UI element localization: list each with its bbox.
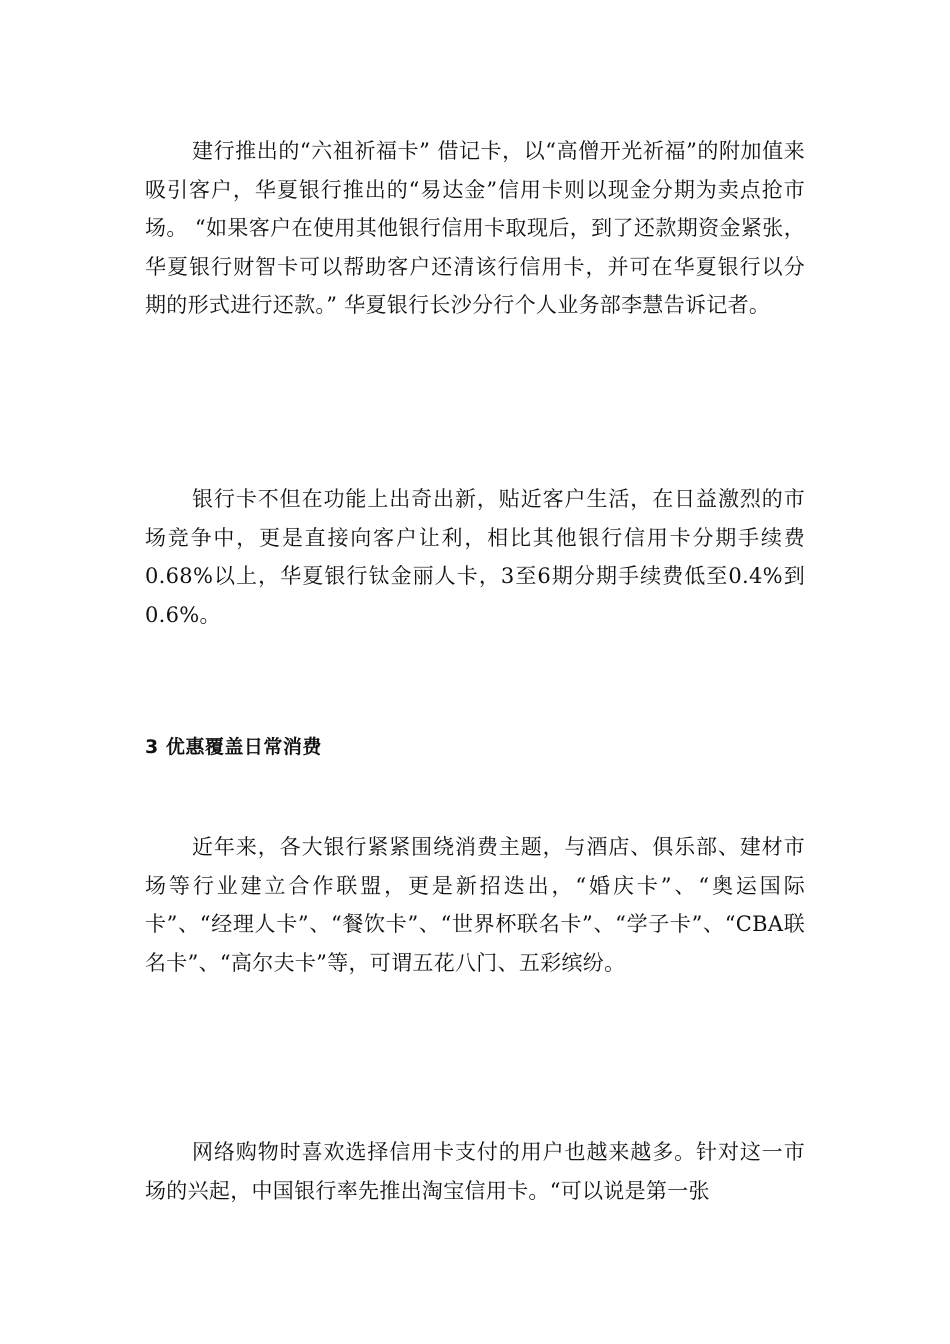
paragraph-text: 近年来，各大银行紧紧围绕消费主题，与酒店、俱乐部、建材市场等行业建立合作联盟，更是新招迭出，“婚庆卡”、“奥运国际卡”、“经理人卡”、“餐饮卡”、“世界杯联名卡”、“学子卡”、“CBA联名卡”、“高尔夫卡”等，可谓五花八门、五彩缤纷。 — [145, 835, 805, 975]
paragraph-bank-cards-promotion — [145, 132, 805, 325]
section-heading-text: 3 优惠覆盖日常消费 — [145, 736, 322, 758]
paragraph-text: 网络购物时喜欢选择信用卡支付的用户也越来越多。针对这一市场的兴起，中国银行率先推出淘宝信用卡。“可以说是第一张 — [145, 1140, 805, 1203]
paragraph-text: 银行卡不但在功能上出奇出新，贴近客户生活，在日益激烈的市场竞争中，更是直接向客户让利，相比其他银行信用卡分期手续费0.68%以上，华夏银行钛金丽人卡，3至6期分期手续费低至0.4%到0.6%。 — [145, 487, 805, 627]
section-heading — [145, 728, 805, 766]
paragraph-online-shopping — [145, 1133, 805, 1210]
paragraph-fee-discount — [145, 480, 805, 634]
paragraph-text: 建行推出的“六祖祈福卡” 借记卡，以“高僧开光祈福”的附加值来吸引客户，华夏银行推出的“易达金”信用卡则以现金分期为卖点抢市场。 “如果客户在使用其他银行信用卡取现后，到了还款期资金紧张，华夏银行财智卡可以帮助客户还清该行信用卡，并可在华夏银行以分期的形式进行还款。” 华夏银行长沙分行个人业务部李慧告诉记者。 — [145, 139, 805, 317]
paragraph-consumer-cards — [145, 828, 805, 982]
